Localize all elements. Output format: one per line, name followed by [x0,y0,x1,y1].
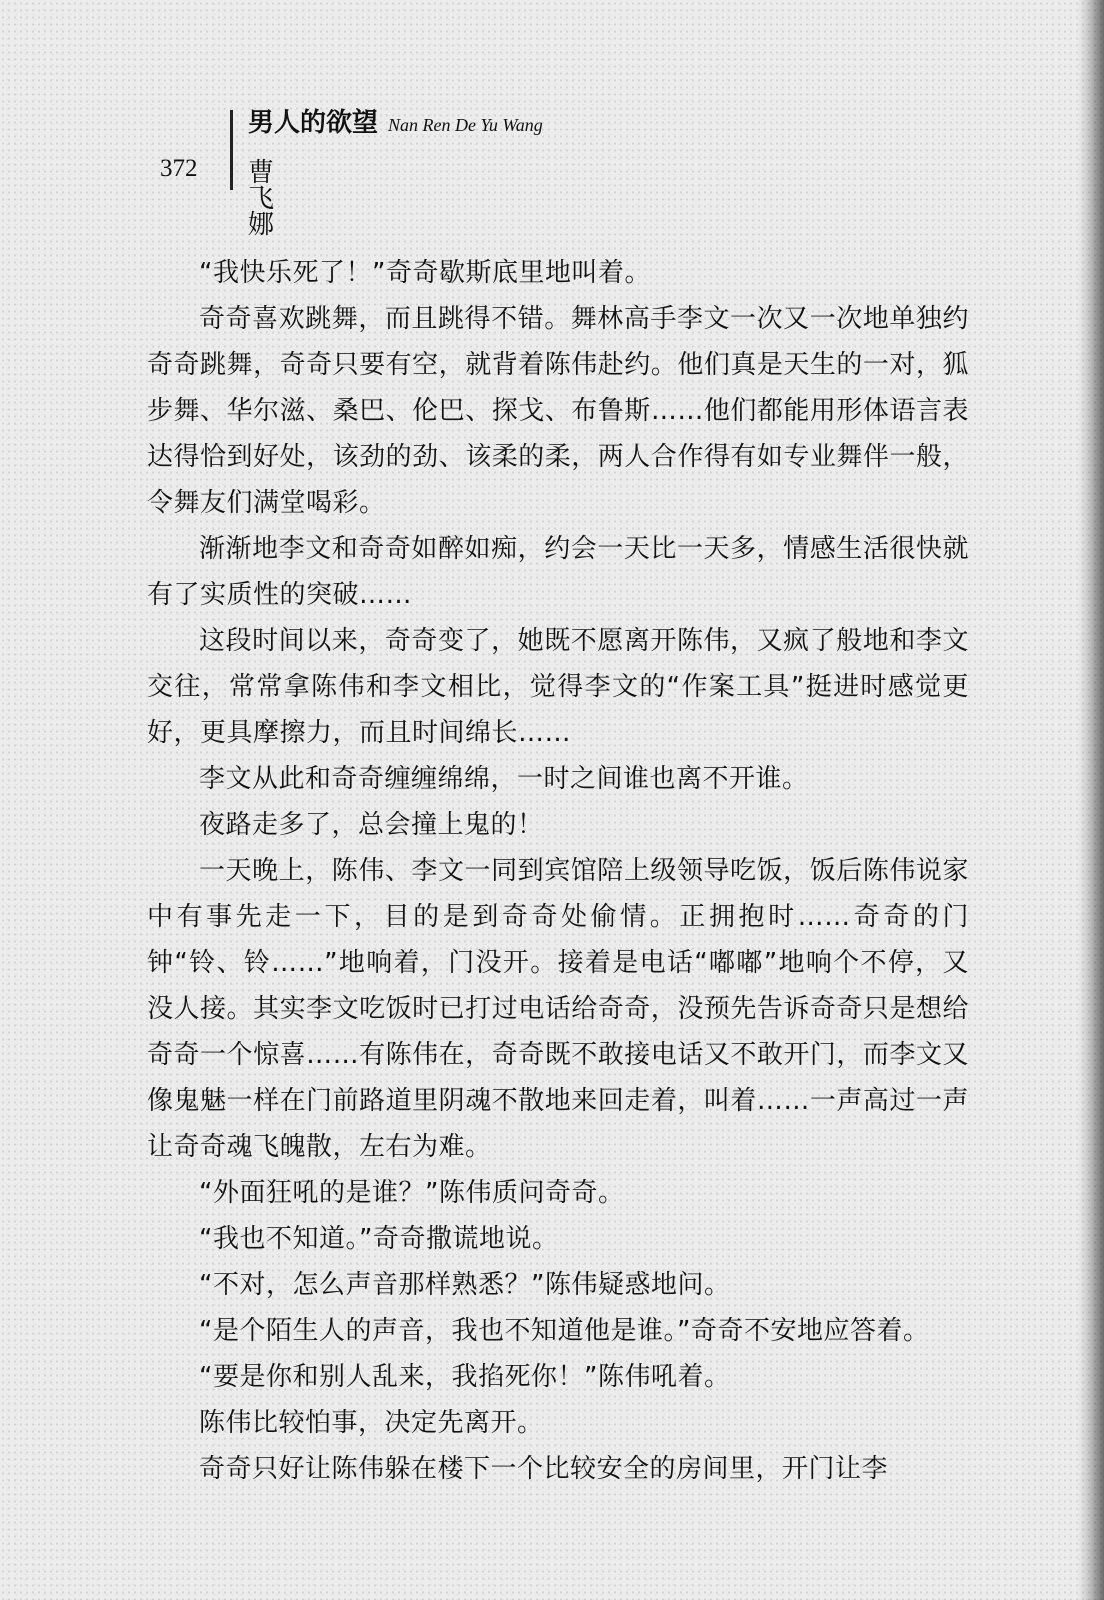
header-divider [230,110,233,190]
page-number: 372 [160,155,198,182]
paragraph: 一天晚上，陈伟、李文一同到宾馆陪上级领导吃饭，饭后陈伟说家中有事先走一下，目的是到奇奇处偷情。正拥抱时……奇奇的门钟“铃、铃……”地响着，门没开。接着是电话“嘟嘟”地响个不停，又没人接。其实李文吃饭时已打过电话给奇奇，没预先告诉奇奇只是想给奇奇一个惊喜……有陈伟在，奇奇既不敢接电话又不敢开门，而李文又像鬼魅一样在门前路道里阴魂不散地来回走着，叫着……一声高过一声让奇奇魂飞魄散，左右为难。 [147,856,969,1162]
paragraph: 奇奇喜欢跳舞，而且跳得不错。舞林高手李文一次又一次地单独约奇奇跳舞，奇奇只要有空，就背着陈伟赴约。他们真是天生的一对，狐步舞、华尔滋、桑巴、伦巴、探戈、布鲁斯……他们都能用形体语言表达得恰到好处，该劲的劲、该柔的柔，两人合作得有如专业舞伴一般，令舞友们满堂喝彩。 [147,304,969,518]
book-title: 男人的欲望 [248,108,379,138]
paragraph: 这段时间以来，奇奇变了，她既不愿离开陈伟，又疯了般地和李文交往，常常拿陈伟和李文相比，觉得李文的“作案工具”挺进时感觉更好，更具摩擦力，而且时间绵长…… [147,626,969,748]
paragraph: “不对，怎么声音那样熟悉？”陈伟疑惑地问。 [199,1270,731,1300]
paragraph: “外面狂吼的是谁？”陈伟质问奇奇。 [199,1178,625,1208]
paragraph: “我快乐死了！”奇奇歇斯底里地叫着。 [199,258,651,288]
paragraph: “我也不知道。”奇奇撒谎地说。 [199,1224,559,1254]
paragraph: 奇奇只好让陈伟躲在楼下一个比较安全的房间里，开门让李 [199,1454,889,1484]
paragraph: 李文从此和奇奇缠缠绵绵，一时之间谁也离不开谁。 [199,764,809,794]
page-edge-shadow [1078,0,1104,1600]
book-title-pinyin: Nan Ren De Yu Wang [388,115,543,135]
author-name: 曹飞娜 [248,158,277,240]
paragraph: “要是你和别人乱来，我掐死你！”陈伟吼着。 [199,1362,731,1392]
body-text [147,250,969,1492]
paragraph: 陈伟比较怕事，决定先离开。 [199,1408,544,1438]
paragraph: “是个陌生人的声音，我也不知道他是谁。”奇奇不安地应答着。 [199,1316,930,1346]
paragraph: 夜路走多了，总会撞上鬼的！ [199,810,544,840]
book-title-line [248,110,543,136]
paragraph: 渐渐地李文和奇奇如醉如痴，约会一天比一天多，情感生活很快就有了实质性的突破…… [147,534,969,610]
